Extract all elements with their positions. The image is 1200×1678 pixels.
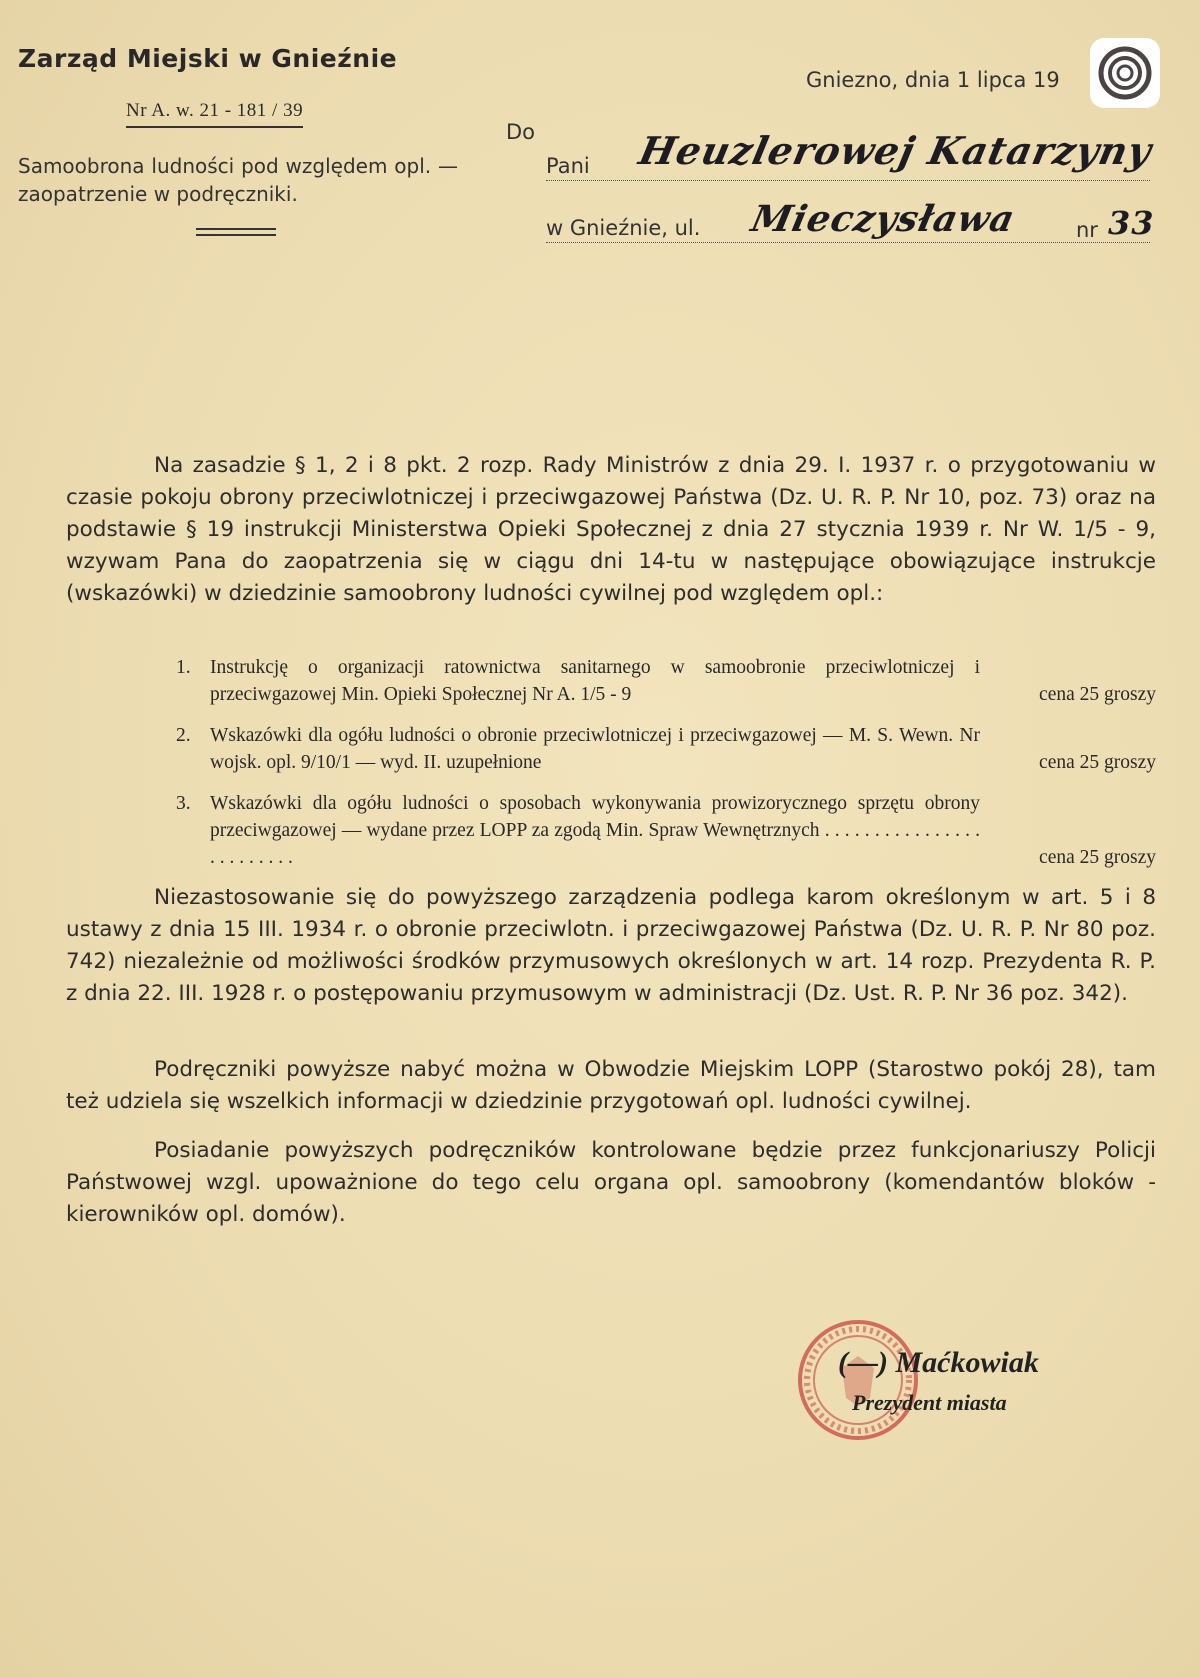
- penalty-paragraph: Niezastosowanie się do powyższego zarządzenia podlega karom określonym w art. 5 i 8 ustawy z dnia 15 III. 1934 r. o obronie przeciwlotn. i przeciwgazowej Państwa (Dz. U. R. P. Nr 80 poz. 742) niezależnie od możliwości środków przymusowych określonych w art. 14 rozp. Prezydenta R. P. z dnia 22. III. 1928 r. o postępowaniu przymusowym w administracji (Dz. Ust. R. P. Nr 36 poz. 342).: [66, 885, 1156, 1006]
- subject-line: Samoobrona ludności pod względem opl. — zaopatrzenie w podręczniki.: [18, 154, 458, 206]
- list-item-text: Wskazówki dla ogółu ludności o sposobach wykonywania prowizorycznego sprzętu obrony przeciwgazowej — wydane przez LOPP za zgodą Min. Spraw Wewnętrznych . . . . . . . . . . . . . . . . . . . . . . . . .: [210, 793, 980, 868]
- list-item-number: 1.: [176, 657, 191, 678]
- signature-title: Prezydent miasta: [852, 1390, 1007, 1415]
- list-item: [176, 654, 1156, 708]
- double-rule-divider: [196, 228, 276, 236]
- list-item-price: cena 25 groszy: [1039, 684, 1156, 705]
- intro-paragraph: Na zasadzie § 1, 2 i 8 pkt. 2 rozp. Rady Ministrów z dnia 29. I. 1937 r. o przygotowaniu w czasie pokoju obrony przeciwlotniczej i przeciwgazowej Państwa (Dz. U. R. P. Nr 10, poz. 73) oraz na podstawie § 19 instrukcji Ministerstwa Opieki Społecznej z dnia 27 stycznia 1939 r. Nr W. 1/5 - 9, wzywam Pana do zaopatrzenia się w ciągu dni 14-tu w następujące obowiązujące instrukcje (wskazówki) w dziedzinie samoobrony ludności cywilnej pod względem opl.:: [66, 453, 1156, 606]
- list-item-body: [210, 790, 1156, 871]
- instruction-list: [176, 654, 1156, 885]
- address-label: w Gnieźnie, ul.: [546, 216, 701, 240]
- house-number-label: nr: [1076, 218, 1098, 242]
- list-item: [176, 722, 1156, 776]
- issuer-name: Zarząd Miejski w Gnieźnie: [18, 44, 398, 73]
- list-item-body: [210, 654, 1156, 708]
- list-item-text: Wskazówki dla ogółu ludności o obronie przeciwlotniczej i przeciwgazowej — M. S. Wewn. Nr wojsk. opl. 9/10/1 — wyd. II. uzupełnione: [210, 725, 980, 773]
- list-item-price: cena 25 groszy: [1039, 752, 1156, 773]
- to-label: Do: [506, 120, 536, 144]
- purchase-paragraph: Podręczniki powyższe nabyć można w Obwodzie Miejskim LOPP (Starostwo pokój 28), tam też udziela się wszelkich informacji w dziedzinie przygotowań opl. ludności cywilnej.: [66, 1057, 1156, 1114]
- spiral-logo-icon: [1088, 36, 1162, 110]
- control-paragraph: Posiadanie powyższych podręczników kontrolowane będzie przez funkcjonariuszy Policji Państwowej wzgl. upoważnione do tego celu organa opl. samoobrony (komendantów bloków - kierowników opl. domów).: [66, 1138, 1156, 1227]
- list-item-number: 2.: [176, 725, 191, 746]
- place-and-date: Gniezno, dnia 1 lipca 19: [806, 68, 1060, 92]
- salutation-label: Pani: [546, 154, 590, 178]
- list-item-text: Instrukcję o organizacji ratownictwa sanitarnego w samoobronie przeciwlotniczej i przeciwgazowej Min. Opieki Społecznej Nr A. 1/5 - 9: [210, 657, 980, 705]
- street-handwritten: Mieczysława: [747, 198, 1019, 240]
- recipient-name-handwritten: Heuzlerowej Katarzyny: [635, 128, 1157, 173]
- signature-name: (—) Maćkowiak: [838, 1346, 1039, 1379]
- reference-number: Nr A. w. 21 - 181 / 39: [126, 100, 303, 128]
- list-item-number: 3.: [176, 793, 191, 814]
- list-item-body: [210, 722, 1156, 776]
- list-item-price: cena 25 groszy: [1039, 847, 1156, 868]
- official-seal-icon: [796, 1318, 920, 1442]
- house-number-handwritten: 33: [1108, 204, 1155, 242]
- list-item: [176, 790, 1156, 871]
